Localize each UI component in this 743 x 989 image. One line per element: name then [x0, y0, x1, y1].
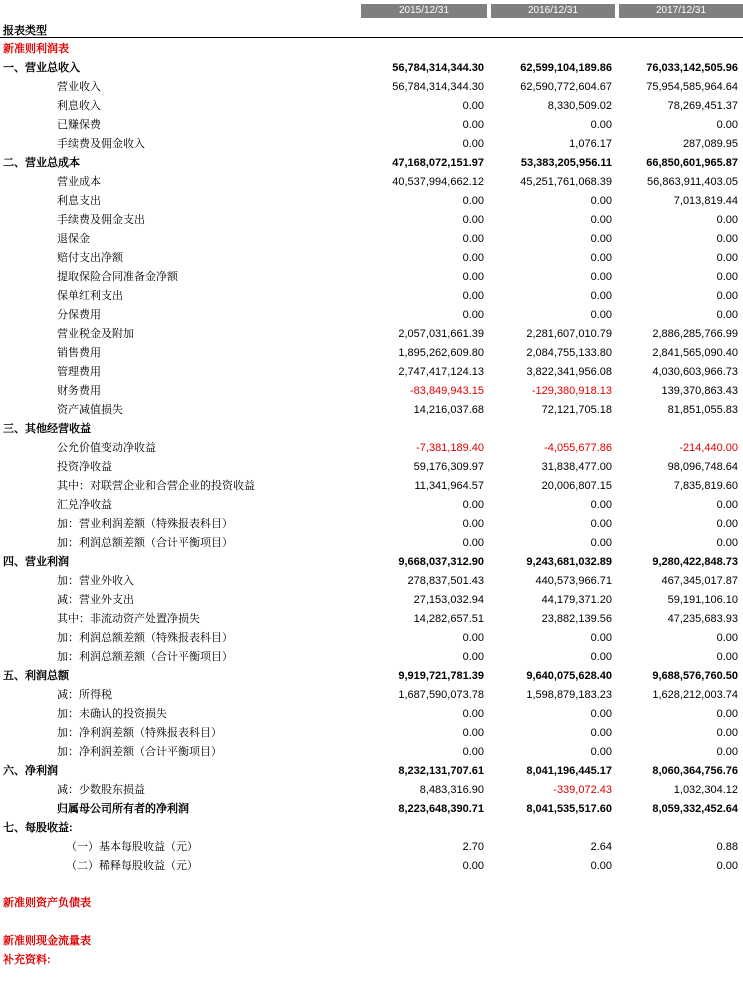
- row-value-2016: 2,084,755,133.80: [526, 347, 612, 359]
- row-value-2017: 0.00: [716, 119, 738, 131]
- table-row: [0, 477, 743, 496]
- row-value-2016: 0.00: [590, 233, 612, 245]
- row-value-2017: 75,954,585,964.64: [646, 81, 738, 93]
- row-value-2016: 31,838,477.00: [541, 461, 612, 473]
- row-value-2017: 0.00: [716, 233, 738, 245]
- row-value-2015: 27,153,032.94: [413, 594, 484, 606]
- row-label: 退保金: [57, 233, 90, 245]
- row-value-2015: 0.00: [462, 537, 484, 549]
- row-value-2017: 81,851,055.83: [667, 404, 738, 416]
- row-value-2017: 47,235,683.93: [667, 613, 738, 625]
- report-type-label: 报表类型: [3, 25, 47, 37]
- row-label: 加：未确认的投资损失: [57, 708, 167, 720]
- row-value-2017: 2,886,285,766.99: [652, 328, 738, 340]
- row-value-2015: 0.00: [462, 708, 484, 720]
- row-label: 五、利润总额: [3, 670, 69, 682]
- row-value-2017: 7,835,819.60: [673, 480, 738, 492]
- row-value-2015: 1,687,590,073.78: [398, 689, 484, 701]
- table-row: [0, 762, 743, 781]
- row-value-2017: 1,628,212,003.74: [652, 689, 738, 701]
- row-value-2015: -83,849,943.15: [409, 385, 484, 397]
- row-value-2016: 23,882,139.56: [541, 613, 612, 625]
- row-label: 其中：非流动资产处置净损失: [57, 613, 200, 625]
- table-row: [0, 610, 743, 629]
- table-row: [0, 154, 743, 173]
- table-row: [0, 78, 743, 97]
- row-value-2016: 8,041,196,445.17: [526, 765, 612, 777]
- row-value-2015: 8,232,131,707.61: [398, 765, 484, 777]
- row-value-2017: 7,013,819.44: [673, 195, 738, 207]
- row-value-2015: 0.00: [462, 727, 484, 739]
- row-value-2015: 8,223,648,390.71: [398, 803, 484, 815]
- table-row: [0, 857, 743, 876]
- row-label: 加：营业利润差额（特殊报表科目）: [57, 518, 233, 530]
- row-label: 提取保险合同准备金净额: [57, 271, 178, 283]
- row-value-2016: 0.00: [590, 499, 612, 511]
- row-value-2016: 9,640,075,628.40: [526, 670, 612, 682]
- row-value-2016: 9,243,681,032.89: [526, 556, 612, 568]
- table-row: [0, 249, 743, 268]
- row-value-2016: 440,573,966.71: [535, 575, 612, 587]
- row-label: 利息支出: [57, 195, 101, 207]
- row-value-2015: 0.00: [462, 290, 484, 302]
- row-value-2017: 98,096,748.64: [667, 461, 738, 473]
- table-row: [0, 116, 743, 135]
- row-value-2017: 8,060,364,756.76: [652, 765, 738, 777]
- table-row: [0, 591, 743, 610]
- table-row: [0, 686, 743, 705]
- table-row: [0, 211, 743, 230]
- row-value-2017: 0.00: [716, 309, 738, 321]
- row-value-2017: 1,032,304.12: [673, 784, 738, 796]
- table-row: [0, 819, 743, 838]
- row-value-2016: 44,179,371.20: [541, 594, 612, 606]
- table-row: [0, 382, 743, 401]
- row-label: （二）稀释每股收益（元）: [66, 860, 198, 872]
- row-value-2016: -129,380,918.13: [531, 385, 612, 397]
- row-value-2017: 0.00: [716, 290, 738, 302]
- row-value-2015: 0.00: [462, 860, 484, 872]
- row-label: 一、营业总收入: [3, 62, 80, 74]
- row-label: 其中：对联营企业和合营企业的投资收益: [57, 480, 255, 492]
- row-value-2016: 62,599,104,189.86: [520, 62, 612, 74]
- row-value-2015: 47,168,072,151.97: [392, 157, 484, 169]
- row-value-2016: -339,072.43: [553, 784, 612, 796]
- row-label: 销售费用: [57, 347, 101, 359]
- table-row: [0, 306, 743, 325]
- row-value-2017: 4,030,603,966.73: [652, 366, 738, 378]
- row-value-2016: 0.00: [590, 195, 612, 207]
- table-row: [0, 629, 743, 648]
- table-row: [0, 173, 743, 192]
- row-value-2016: 0.00: [590, 746, 612, 758]
- row-label: 手续费及佣金收入: [57, 138, 145, 150]
- row-value-2015: 8,483,316.90: [419, 784, 484, 796]
- row-label: 已赚保费: [57, 119, 101, 131]
- row-value-2015: 0.00: [462, 233, 484, 245]
- row-value-2016: 0.00: [590, 708, 612, 720]
- row-value-2017: 467,345,017.87: [661, 575, 738, 587]
- row-label: 管理费用: [57, 366, 101, 378]
- row-value-2017: 0.88: [716, 841, 738, 853]
- footer-row: [0, 932, 743, 951]
- row-value-2017: 9,688,576,760.50: [652, 670, 738, 682]
- row-value-2016: 1,076.17: [569, 138, 612, 150]
- row-value-2017: 78,269,451.37: [667, 100, 738, 112]
- table-row: [0, 59, 743, 78]
- row-value-2015: 9,919,721,781.39: [398, 670, 484, 682]
- row-value-2016: 0.00: [590, 537, 612, 549]
- row-value-2016: 62,590,772,604.67: [520, 81, 612, 93]
- table-row: [0, 648, 743, 667]
- row-value-2017: 0.00: [716, 518, 738, 530]
- row-label: 减：少数股东损益: [57, 784, 145, 796]
- row-value-2017: 0.00: [716, 214, 738, 226]
- row-label: 加：利润总额差额（合计平衡项目）: [57, 537, 233, 549]
- row-value-2017: 139,370,863.43: [661, 385, 738, 397]
- row-value-2017: 0.00: [716, 651, 738, 663]
- row-value-2016: 20,006,807.15: [541, 480, 612, 492]
- row-value-2016: 0.00: [590, 727, 612, 739]
- period-header-2015: 2015/12/31: [361, 4, 487, 18]
- row-label: 七、每股收益:: [3, 822, 73, 834]
- row-value-2016: 45,251,761,068.39: [520, 176, 612, 188]
- row-label: 保单红利支出: [57, 290, 123, 302]
- row-value-2015: 0.00: [462, 119, 484, 131]
- table-row: [0, 458, 743, 477]
- table-row: [0, 496, 743, 515]
- row-label: 三、其他经营收益: [3, 423, 91, 435]
- row-value-2017: 0.00: [716, 708, 738, 720]
- row-value-2015: 0.00: [462, 271, 484, 283]
- table-row: [0, 553, 743, 572]
- row-value-2015: 0.00: [462, 651, 484, 663]
- footer-row: [0, 894, 743, 913]
- table-row: [0, 572, 743, 591]
- row-value-2016: 0.00: [590, 290, 612, 302]
- table-row: [0, 135, 743, 154]
- table-row: [0, 268, 743, 287]
- row-label: 资产减值损失: [57, 404, 123, 416]
- footer-row: [0, 951, 743, 970]
- row-label: 减：所得税: [57, 689, 112, 701]
- row-label: 加：利润总额差额（合计平衡项目）: [57, 651, 233, 663]
- table-row: [0, 724, 743, 743]
- row-value-2015: 11,341,964.57: [414, 480, 484, 492]
- section-title: 补充资料:: [3, 954, 51, 966]
- row-value-2017: 59,191,106.10: [667, 594, 738, 606]
- row-value-2016: 0.00: [590, 119, 612, 131]
- row-value-2017: 66,850,601,965.87: [646, 157, 738, 169]
- table-row: [0, 838, 743, 857]
- table-row: [0, 325, 743, 344]
- row-value-2016: 2,281,607,010.79: [526, 328, 612, 340]
- row-value-2015: 9,668,037,312.90: [398, 556, 484, 568]
- row-value-2016: 3,822,341,956.08: [526, 366, 612, 378]
- row-label: 公允价值变动净收益: [57, 442, 156, 454]
- row-value-2016: -4,055,677.86: [544, 442, 612, 454]
- row-value-2017: 0.00: [716, 499, 738, 511]
- row-value-2017: 9,280,422,848.73: [652, 556, 738, 568]
- row-label: 财务费用: [57, 385, 101, 397]
- row-value-2016: 0.00: [590, 271, 612, 283]
- row-value-2017: 0.00: [716, 537, 738, 549]
- row-value-2015: 14,216,037.68: [413, 404, 484, 416]
- row-label: 赔付支出净额: [57, 252, 123, 264]
- row-value-2017: 0.00: [716, 860, 738, 872]
- table-row: [0, 667, 743, 686]
- section-title: 新准则资产负债表: [3, 897, 91, 909]
- row-value-2015: 0.00: [462, 138, 484, 150]
- row-value-2015: 2,057,031,661.39: [398, 328, 484, 340]
- table-row: [0, 287, 743, 306]
- row-value-2015: 56,784,314,344.30: [392, 81, 484, 93]
- table-row: [0, 781, 743, 800]
- section-title: 新准则利润表: [3, 43, 69, 55]
- row-value-2015: 1,895,262,609.80: [398, 347, 484, 359]
- row-value-2016: 0.00: [590, 651, 612, 663]
- row-label: 手续费及佣金支出: [57, 214, 145, 226]
- row-value-2015: 278,837,501.43: [407, 575, 484, 587]
- row-value-2015: 40,537,994,662.12: [392, 176, 484, 188]
- table-row: [0, 534, 743, 553]
- row-value-2016: 1,598,879,183.23: [526, 689, 612, 701]
- table-row: [0, 230, 743, 249]
- table-row: [0, 344, 743, 363]
- row-value-2016: 8,330,509.02: [547, 100, 612, 112]
- row-value-2016: 0.00: [590, 252, 612, 264]
- row-label: 投资净收益: [57, 461, 112, 473]
- table-row: [0, 401, 743, 420]
- row-value-2016: 2.64: [590, 841, 612, 853]
- table-row: [0, 743, 743, 762]
- table-row: [0, 192, 743, 211]
- row-label: 六、净利润: [3, 765, 58, 777]
- row-value-2016: 0.00: [590, 632, 612, 644]
- row-value-2017: 76,033,142,505.96: [646, 62, 738, 74]
- row-label: 二、营业总成本: [3, 157, 80, 169]
- table-row: [0, 97, 743, 116]
- header-divider: [0, 37, 743, 38]
- row-value-2017: 0.00: [716, 727, 738, 739]
- row-label: 归属母公司所有者的净利润: [57, 803, 189, 815]
- row-value-2016: 0.00: [590, 309, 612, 321]
- row-value-2016: 0.00: [590, 860, 612, 872]
- row-value-2016: 0.00: [590, 214, 612, 226]
- row-value-2016: 53,383,205,956.11: [520, 157, 612, 169]
- row-label: （一）基本每股收益（元）: [66, 841, 198, 853]
- row-label: 营业税金及附加: [57, 328, 134, 340]
- row-value-2015: 0.00: [462, 252, 484, 264]
- row-value-2015: -7,381,189.40: [416, 442, 484, 454]
- row-value-2015: 2,747,417,124.13: [398, 366, 484, 378]
- row-value-2015: 14,282,657.51: [413, 613, 484, 625]
- table-row: [0, 420, 743, 439]
- row-value-2016: 0.00: [590, 518, 612, 530]
- row-label: 营业成本: [57, 176, 101, 188]
- row-value-2017: 0.00: [716, 252, 738, 264]
- row-label: 分保费用: [57, 309, 101, 321]
- row-value-2015: 0.00: [462, 632, 484, 644]
- row-value-2017: 8,059,332,452.64: [652, 803, 738, 815]
- row-value-2017: 287,089.95: [682, 138, 738, 150]
- row-value-2015: 56,784,314,344.30: [392, 62, 484, 74]
- row-value-2017: -214,440.00: [679, 442, 738, 454]
- row-value-2017: 56,863,911,403.05: [647, 176, 738, 188]
- table-row: [0, 363, 743, 382]
- row-value-2015: 0.00: [462, 499, 484, 511]
- row-label: 加：净利润差额（特殊报表科目）: [57, 727, 222, 739]
- row-value-2015: 2.70: [462, 841, 484, 853]
- period-header-2016: 2016/12/31: [491, 4, 615, 18]
- row-value-2016: 8,041,535,517.60: [526, 803, 612, 815]
- row-label: 汇兑净收益: [57, 499, 112, 511]
- row-value-2017: 0.00: [716, 271, 738, 283]
- row-value-2017: 0.00: [716, 746, 738, 758]
- row-value-2016: 72,121,705.18: [541, 404, 612, 416]
- row-label: 利息收入: [57, 100, 101, 112]
- row-label: 加：利润总额差额（特殊报表科目）: [57, 632, 233, 644]
- table-row: [0, 800, 743, 819]
- row-value-2015: 0.00: [462, 746, 484, 758]
- row-label: 营业收入: [57, 81, 101, 93]
- row-value-2015: 0.00: [462, 100, 484, 112]
- period-header-2017: 2017/12/31: [619, 4, 743, 18]
- row-label: 减：营业外支出: [57, 594, 134, 606]
- row-label: 四、营业利润: [3, 556, 69, 568]
- section-title: 新准则现金流量表: [3, 935, 91, 947]
- table-row: [0, 705, 743, 724]
- row-label: 加：营业外收入: [57, 575, 134, 587]
- row-value-2017: 2,841,565,090.40: [652, 347, 738, 359]
- row-value-2015: 59,176,309.97: [413, 461, 484, 473]
- table-row: [0, 439, 743, 458]
- table-row: [0, 40, 743, 59]
- row-label: 加：净利润差额（合计平衡项目）: [57, 746, 222, 758]
- row-value-2015: 0.00: [462, 214, 484, 226]
- table-row: [0, 515, 743, 534]
- row-value-2015: 0.00: [462, 195, 484, 207]
- row-value-2015: 0.00: [462, 309, 484, 321]
- row-value-2017: 0.00: [716, 632, 738, 644]
- row-value-2015: 0.00: [462, 518, 484, 530]
